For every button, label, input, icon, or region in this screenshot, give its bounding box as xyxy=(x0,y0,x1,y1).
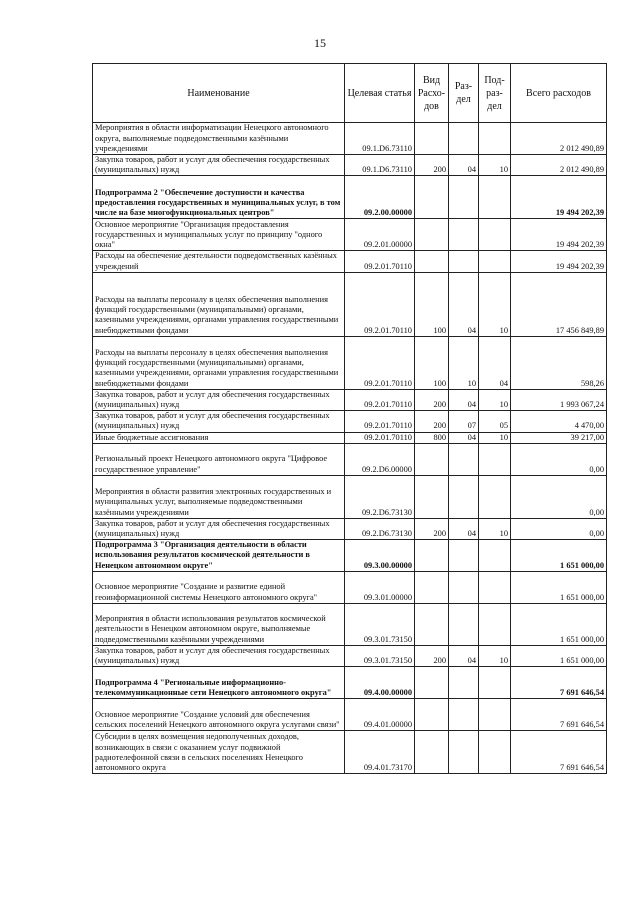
row-name: Расходы на выплаты персоналу в целях обеспечения выполнения функций государственными (муниципальными) органами, казенными учреждениями, органами управления государственными внебюджетными фондами xyxy=(93,336,345,389)
row-expense-type xyxy=(415,667,449,699)
row-expense-type: 100 xyxy=(415,336,449,389)
row-target-code: 09.2.01.00000 xyxy=(345,219,415,251)
row-expense-type xyxy=(415,540,449,572)
row-section xyxy=(449,475,479,518)
row-total: 19 494 202,39 xyxy=(511,176,607,219)
row-section: 10 xyxy=(449,336,479,389)
row-expense-type xyxy=(415,176,449,219)
table-row xyxy=(93,518,607,539)
row-name: Мероприятия в области использования результатов космической деятельности в Ненецком автономном округе, выполняемые подведомственными казёнными учреждениями xyxy=(93,603,345,645)
row-total: 4 470,00 xyxy=(511,411,607,432)
row-expense-type xyxy=(415,251,449,272)
row-expense-type: 200 xyxy=(415,155,449,176)
row-target-code: 09.3.01.73150 xyxy=(345,603,415,645)
row-target-code: 09.2.01.70110 xyxy=(345,432,415,443)
row-total: 39 217,00 xyxy=(511,432,607,443)
row-section xyxy=(449,667,479,699)
row-subsection xyxy=(479,571,511,603)
row-subsection xyxy=(479,251,511,272)
row-section xyxy=(449,123,479,155)
table-row xyxy=(93,411,607,432)
row-expense-type xyxy=(415,443,449,475)
table-row xyxy=(93,540,607,572)
row-target-code: 09.2.01.70110 xyxy=(345,389,415,410)
row-subsection: 05 xyxy=(479,411,511,432)
row-total: 2 012 490,89 xyxy=(511,155,607,176)
row-name: Закупка товаров, работ и услуг для обеспечения государственных (муниципальных) нужд xyxy=(93,518,345,539)
row-target-code: 09.1.D6.73110 xyxy=(345,123,415,155)
row-name: Основное мероприятие "Создание условий для обеспечения сельских поселений Ненецкого автономного округа услугами связи" xyxy=(93,699,345,731)
row-section xyxy=(449,540,479,572)
row-section: 04 xyxy=(449,155,479,176)
row-target-code: 09.2.D6.73130 xyxy=(345,518,415,539)
row-target-code: 09.2.01.70110 xyxy=(345,272,415,336)
row-section xyxy=(449,443,479,475)
row-section xyxy=(449,571,479,603)
row-total: 1 651 000,00 xyxy=(511,571,607,603)
table-row xyxy=(93,389,607,410)
row-name: Подпрограмма 2 "Обеспечение доступности и качества предоставления государственных и муниципальных услуг, в том числе на базе многофункциональных центров" xyxy=(93,176,345,219)
row-name: Основное мероприятие "Организация предоставления государственных и муниципальных услуг по принципу "одного окна" xyxy=(93,219,345,251)
row-section: 04 xyxy=(449,432,479,443)
row-section: 04 xyxy=(449,518,479,539)
row-expense-type xyxy=(415,123,449,155)
table-row xyxy=(93,219,607,251)
table-row xyxy=(93,667,607,699)
row-name: Расходы на выплаты персоналу в целях обеспечения выполнения функций государственными (муниципальными) органами, казенными учреждениями, органами управления государственными внебюджетными фондами xyxy=(93,272,345,336)
header-subsection: Под- раз- дел xyxy=(479,64,511,123)
row-name: Региональный проект Ненецкого автономного округа "Цифровое государственное управление" xyxy=(93,443,345,475)
row-section: 04 xyxy=(449,389,479,410)
row-expense-type xyxy=(415,699,449,731)
row-subsection: 10 xyxy=(479,155,511,176)
row-subsection xyxy=(479,667,511,699)
row-section: 04 xyxy=(449,272,479,336)
row-expense-type: 200 xyxy=(415,389,449,410)
table-row xyxy=(93,432,607,443)
table-row xyxy=(93,336,607,389)
row-name: Подпрограмма 4 "Региональные информационно-телекоммуникационные сети Ненецкого автономного округа" xyxy=(93,667,345,699)
row-target-code: 09.4.01.00000 xyxy=(345,699,415,731)
table-row xyxy=(93,571,607,603)
row-expense-type xyxy=(415,571,449,603)
row-section: 04 xyxy=(449,645,479,666)
row-target-code: 09.2.D6.73130 xyxy=(345,475,415,518)
row-total: 1 651 000,00 xyxy=(511,645,607,666)
row-expense-type: 200 xyxy=(415,518,449,539)
row-subsection: 04 xyxy=(479,336,511,389)
row-expense-type: 800 xyxy=(415,432,449,443)
row-section xyxy=(449,699,479,731)
row-target-code: 09.3.01.00000 xyxy=(345,571,415,603)
row-target-code: 09.2.01.70110 xyxy=(345,336,415,389)
table-row xyxy=(93,443,607,475)
row-target-code: 09.2.D6.00000 xyxy=(345,443,415,475)
row-expense-type xyxy=(415,219,449,251)
row-target-code: 09.1.D6.73110 xyxy=(345,155,415,176)
table-row xyxy=(93,123,607,155)
row-total: 1 651 000,00 xyxy=(511,603,607,645)
row-target-code: 09.4.00.00000 xyxy=(345,667,415,699)
row-name: Закупка товаров, работ и услуг для обеспечения государственных (муниципальных) нужд xyxy=(93,389,345,410)
row-total: 17 456 849,89 xyxy=(511,272,607,336)
row-target-code: 09.4.01.73170 xyxy=(345,731,415,774)
row-subsection xyxy=(479,540,511,572)
row-target-code: 09.2.00.00000 xyxy=(345,176,415,219)
row-name: Мероприятия в области развития электронных государственных и муниципальных услуг, выполняемые подведомственными казёнными учреждениями xyxy=(93,475,345,518)
row-target-code: 09.3.00.00000 xyxy=(345,540,415,572)
row-section xyxy=(449,603,479,645)
row-subsection xyxy=(479,123,511,155)
table-row xyxy=(93,603,607,645)
row-total: 0,00 xyxy=(511,475,607,518)
row-total: 1 651 000,00 xyxy=(511,540,607,572)
row-subsection xyxy=(479,475,511,518)
row-subsection xyxy=(479,176,511,219)
row-subsection: 10 xyxy=(479,518,511,539)
row-subsection: 10 xyxy=(479,272,511,336)
row-expense-type: 200 xyxy=(415,645,449,666)
row-subsection xyxy=(479,219,511,251)
table-header-row xyxy=(93,64,607,123)
row-total: 0,00 xyxy=(511,443,607,475)
row-subsection xyxy=(479,699,511,731)
row-expense-type xyxy=(415,731,449,774)
row-section xyxy=(449,176,479,219)
row-subsection xyxy=(479,443,511,475)
row-expense-type: 100 xyxy=(415,272,449,336)
row-total: 7 691 646,54 xyxy=(511,699,607,731)
row-name: Подпрограмма 3 "Организация деятельности в области использования результатов космической деятельности в Ненецком автономном округе" xyxy=(93,540,345,572)
row-subsection: 10 xyxy=(479,432,511,443)
header-section: Раз- дел xyxy=(449,64,479,123)
table-row xyxy=(93,699,607,731)
row-total: 1 993 067,24 xyxy=(511,389,607,410)
budget-table xyxy=(92,63,607,774)
row-name: Иные бюджетные ассигнования xyxy=(93,432,345,443)
row-section xyxy=(449,731,479,774)
row-total: 0,00 xyxy=(511,518,607,539)
table-row xyxy=(93,155,607,176)
row-section xyxy=(449,219,479,251)
table-row xyxy=(93,475,607,518)
row-subsection: 10 xyxy=(479,645,511,666)
row-total: 2 012 490,89 xyxy=(511,123,607,155)
row-total: 7 691 646,54 xyxy=(511,731,607,774)
row-total: 7 691 646,54 xyxy=(511,667,607,699)
header-target-article: Целевая статья xyxy=(345,64,415,123)
row-total: 19 494 202,39 xyxy=(511,219,607,251)
row-target-code: 09.2.01.70110 xyxy=(345,411,415,432)
row-section: 07 xyxy=(449,411,479,432)
header-total: Всего расходов xyxy=(511,64,607,123)
row-subsection xyxy=(479,603,511,645)
row-expense-type xyxy=(415,475,449,518)
row-name: Закупка товаров, работ и услуг для обеспечения государственных (муниципальных) нужд xyxy=(93,155,345,176)
row-name: Субсидии в целях возмещения недополученных доходов, возникающих в связи с оказанием услуг подвижной радиотелефонной связи в сельских поселениях Ненецкого автономного округа xyxy=(93,731,345,774)
row-name: Мероприятия в области информатизации Ненецкого автономного округа, выполняемые подведомственными казёнными учреждениями xyxy=(93,123,345,155)
header-expense-type: Вид Расхо- дов xyxy=(415,64,449,123)
row-name: Основное мероприятие "Создание и развитие единой геоинформационной системы Ненецкого автономного округа" xyxy=(93,571,345,603)
row-subsection: 10 xyxy=(479,389,511,410)
row-name: Расходы на обеспечение деятельности подведомственных казённых учреждений xyxy=(93,251,345,272)
table-row xyxy=(93,645,607,666)
table-row xyxy=(93,251,607,272)
row-expense-type: 200 xyxy=(415,411,449,432)
row-total: 19 494 202,39 xyxy=(511,251,607,272)
row-section xyxy=(449,251,479,272)
row-name: Закупка товаров, работ и услуг для обеспечения государственных (муниципальных) нужд xyxy=(93,645,345,666)
table-row xyxy=(93,176,607,219)
table-row xyxy=(93,272,607,336)
row-target-code: 09.3.01.73150 xyxy=(345,645,415,666)
row-target-code: 09.2.01.70110 xyxy=(345,251,415,272)
header-name: Наименование xyxy=(93,64,345,123)
page-number: 15 xyxy=(314,36,326,50)
table-row xyxy=(93,731,607,774)
row-total: 598,26 xyxy=(511,336,607,389)
row-expense-type xyxy=(415,603,449,645)
row-name: Закупка товаров, работ и услуг для обеспечения государственных (муниципальных) нужд xyxy=(93,411,345,432)
row-subsection xyxy=(479,731,511,774)
